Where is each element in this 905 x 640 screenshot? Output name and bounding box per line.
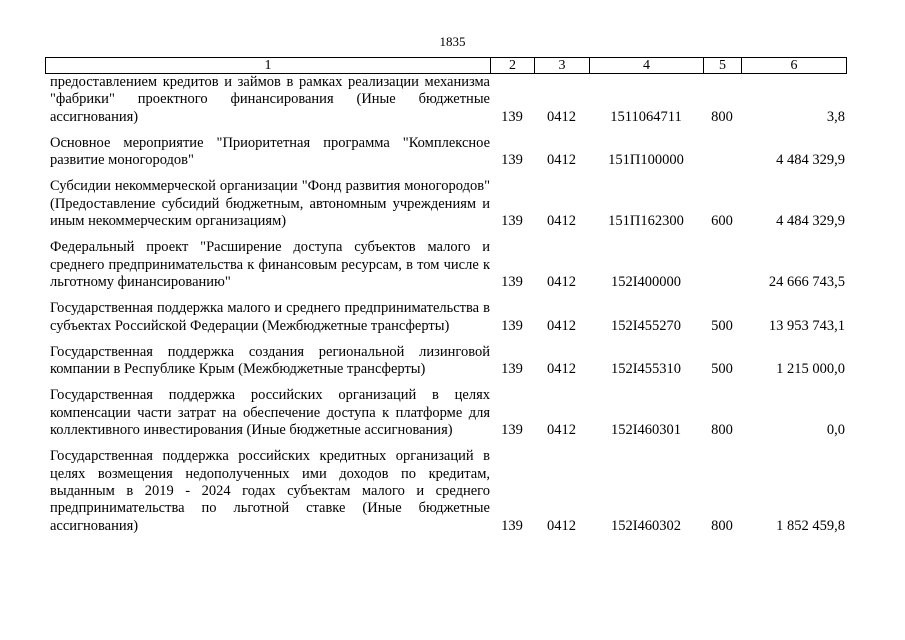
row-description: Государственная поддержка малого и среднего предпринимательства в субъектах Российской Федерации (Межбюджетные трансферты) <box>50 300 490 334</box>
row-description: Основное мероприятие "Приоритетная программа "Комплексное развитие моногородов" <box>50 134 490 169</box>
row-amount: 4 484 329,9 <box>776 213 845 230</box>
row-description: предоставлением кредитов и займов в рамках реализации механизма "фабрики" проектного финансирования (Иные бюджетные ассигнования) <box>50 74 490 125</box>
row-section-code: 0412 <box>547 422 576 439</box>
column-header-4: 4 <box>590 58 704 74</box>
table-row <box>45 448 846 534</box>
row-amount: 3,8 <box>826 108 845 125</box>
page-number: 1835 <box>439 34 466 49</box>
row-expense-type: 800 <box>711 517 733 534</box>
row-ministry-code: 139 <box>501 361 523 378</box>
column-header-3: 3 <box>535 58 590 74</box>
row-expense-type: 500 <box>711 317 733 334</box>
table-row <box>45 300 846 335</box>
row-target-code: 1511064711 <box>610 108 682 125</box>
row-amount: 4 484 329,9 <box>776 152 845 169</box>
row-amount: 13 953 743,1 <box>768 317 845 334</box>
row-description: Федеральный проект "Расширение доступа субъектов малого и среднего предпринимательства к финансовым ресурсам, в том числе к льготному финансированию" <box>50 239 490 290</box>
row-target-code: 152I455310 <box>610 361 682 378</box>
column-header-row <box>46 58 847 74</box>
row-section-code: 0412 <box>547 517 576 534</box>
row-expense-type: 500 <box>711 361 733 378</box>
row-section-code: 0412 <box>547 361 576 378</box>
row-ministry-code: 139 <box>501 422 523 439</box>
row-ministry-code: 139 <box>501 317 523 334</box>
row-ministry-code: 139 <box>501 517 523 534</box>
row-ministry-code: 139 <box>501 152 523 169</box>
row-amount: 1 215 000,0 <box>776 361 845 378</box>
table-row <box>45 178 846 230</box>
table-row <box>45 344 846 379</box>
row-target-code: 152I400000 <box>610 273 682 290</box>
column-header-table <box>45 57 847 74</box>
row-expense-type: 800 <box>711 108 733 125</box>
row-expense-type: 600 <box>711 213 733 230</box>
budget-rows <box>45 74 846 535</box>
row-section-code: 0412 <box>547 152 576 169</box>
row-target-code: 152I460302 <box>610 517 682 534</box>
table-row <box>45 239 846 291</box>
column-header-2: 2 <box>491 58 535 74</box>
table-row <box>45 74 846 126</box>
row-target-code: 152I460301 <box>610 422 682 439</box>
row-description: Государственная поддержка российских организаций в целях компенсации части затрат на обеспечение доступа к платформе для коллективного инвестирования (Иные бюджетные ассигнования) <box>50 387 490 439</box>
row-section-code: 0412 <box>547 273 576 290</box>
row-amount: 24 666 743,5 <box>768 273 845 290</box>
row-description: Субсидии некоммерческой организации "Фонд развития моногородов" (Предоставление субсидий бюджетным, автономным учреждениям и иным некоммерческим организациям) <box>50 178 490 230</box>
row-section-code: 0412 <box>547 108 576 125</box>
row-description: Государственная поддержка российских кредитных организаций в целях возмещения недополученных ими доходов по кредитам, выданным в 2019 - 2024 годах субъектам малого и среднего предпринимательства по льготной ставке (Иные бюджетные ассигнования) <box>50 448 490 534</box>
row-amount: 0,0 <box>826 422 845 439</box>
row-ministry-code: 139 <box>501 108 523 125</box>
column-header-5: 5 <box>704 58 742 74</box>
table-row <box>45 387 846 439</box>
table-row <box>45 135 846 170</box>
row-expense-type: 800 <box>711 422 733 439</box>
row-description: Государственная поддержка создания региональной лизинговой компании в Республике Крым (Межбюджетные трансферты) <box>50 343 490 378</box>
row-target-code: 151П162300 <box>608 213 684 230</box>
row-section-code: 0412 <box>547 317 576 334</box>
column-header-1: 1 <box>46 58 491 74</box>
row-section-code: 0412 <box>547 213 576 230</box>
column-header-6: 6 <box>742 58 847 74</box>
row-amount: 1 852 459,8 <box>776 517 845 534</box>
row-ministry-code: 139 <box>501 273 523 290</box>
row-target-code: 151П100000 <box>608 152 684 169</box>
row-ministry-code: 139 <box>501 213 523 230</box>
row-target-code: 152I455270 <box>610 317 682 334</box>
